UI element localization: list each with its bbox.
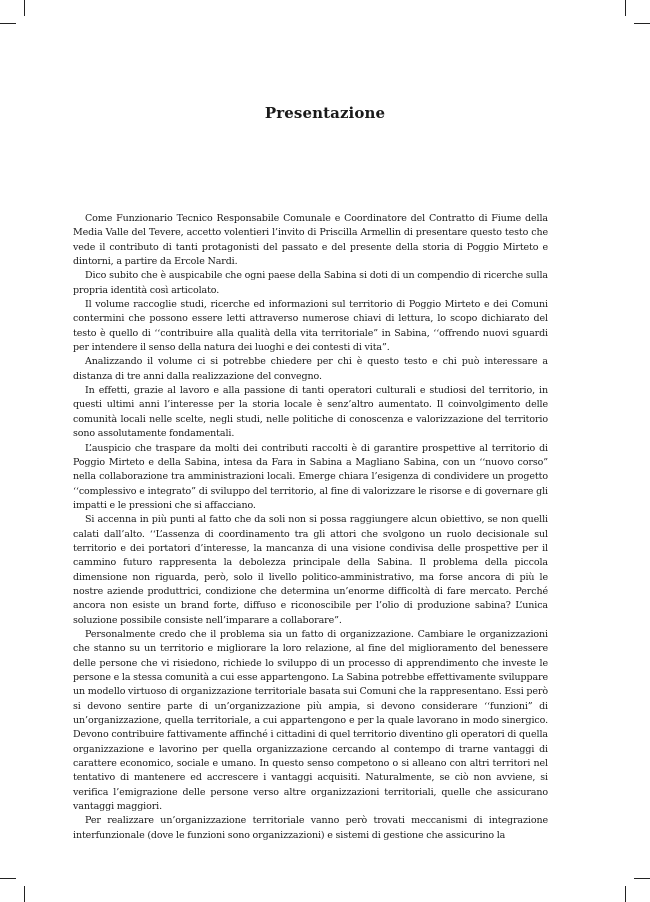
paragraph: Il volume raccoglie studi, ricerche ed informazioni sul territorio di Poggio Mirteto e dei Comuni contermini che possono essere letti attraverso numerose chiavi di lettura, lo scopo dichiarato del testo è quello di ‘‘contribuire alla qualità della vita territoriale” in Sabina, ‘‘offrendo nuovi sguardi per intendere il senso della natura dei luoghi e dei contesti di vita”. [73, 299, 548, 354]
crop-mark [625, 0, 626, 16]
crop-mark [634, 23, 650, 24]
paragraph: Per realizzare un’organizzazione territoriale vanno però trovati meccanismi di integrazione interfunzionale (dove le funzioni sono organizzazioni) e sistemi di gestione che assicurino la [73, 815, 548, 841]
crop-mark [0, 878, 16, 879]
crop-mark [625, 886, 626, 902]
crop-mark [634, 878, 650, 879]
paragraph: L’auspicio che traspare da molti dei contributi raccolti è di garantire prospettive al territorio di Poggio Mirteto e della Sabina, intesa da Fara in Sabina a Magliano Sabina, con un ‘‘nuovo corso” nella collaborazione tra amministrazioni locali. Emerge chiara l’esigenza di condividere un progetto ‘‘complessivo e integrato” di sviluppo del territorio, al fine di valorizzare le risorse e di governare gli impatti e le pressioni che si affacciano. [73, 442, 548, 511]
paragraph: Analizzando il volume ci si potrebbe chiedere per chi è questo testo e chi può interessare a distanza di tre anni dalla realizzazione del convegno. [73, 356, 548, 382]
crop-mark [0, 23, 16, 24]
page-title: Presentazione [264, 104, 386, 122]
paragraph: Come Funzionario Tecnico Responsabile Comunale e Coordinatore del Contratto di Fiume della Media Valle del Tevere, accetto volentieri l’invito di Priscilla Armellin di presentare questo testo che vede il contributo di tanti protagonisti del passato e del presente della storia di Poggio Mirteto e dintorni, a partire da Ercole Nardi. [73, 213, 548, 268]
body-text [73, 212, 548, 843]
paragraph: Personalmente credo che il problema sia un fatto di organizzazione. Cambiare le organizzazioni che stanno su un territorio e migliorare la loro relazione, al fine del miglioramento del benessere delle persone che vi risiedono, richiede lo sviluppo di un processo di apprendimento che investe le persone e la stessa comunità a cui esse appartengono. La Sabina potrebbe effettivamente sviluppare un modello virtuoso di organizzazione territoriale basata sui Comuni che la rappresentano. Essi però si devono sentire parte di un’organizzazione più ampia, si devono considerare ‘‘funzioni” di un’organizzazione, quella territoriale, a cui appartengono e per la quale lavorano in modo sinergico. Devono contribuire fattivamente affinché i cittadini di quel territorio diventino gli operatori di quella organizzazione e lavorino per quella organizzazione cercando al contempo di trarne vantaggi di carattere economico, sociale e umano. In questo senso competono o si alleano con altri territori nel tentativo di mantenere ed accrescere i vantaggi acquisiti. Naturalmente, se ciò non avviene, si verifica l’emigrazione delle persone verso altre organizzazioni territoriali, quelle che assicurano vantaggi maggiori. [73, 628, 548, 813]
paragraph: In effetti, grazie al lavoro e alla passione di tanti operatori culturali e studiosi del territorio, in questi ultimi anni l’interesse per la storia locale è senz’altro aumentato. Il coinvolgimento delle comunità locali nelle scelte, negli studi, nelle politiche di conoscenza e valorizzazione del territorio sono assolutamente fondamentali. [73, 385, 548, 440]
crop-mark [24, 0, 25, 16]
paragraph: Si accenna in più punti al fatto che da soli non si possa raggiungere alcun obiettivo, se non quelli calati dall’alto. ‘‘L’assenza di coordinamento tra gli attori che svolgono un ruolo decisionale sul territorio e dei portatori d’interesse, la mancanza di una visione condivisa delle prospettive per il cammino futuro rappresenta la debolezza principale della Sabina. Il problema della piccola dimensione non riguarda, però, solo il livello politico-amministrativo, ma forse ancora di più le nostre aziende produttrici, condizione che determina un’enorme difficoltà di fare mercato. Perché ancora non esiste un brand forte, diffuso e riconoscibile per l’olio di produzione sabina? L’unica soluzione possibile consiste nell’imparare a collaborare”. [73, 514, 548, 626]
paragraph: Dico subito che è auspicabile che ogni paese della Sabina si doti di un compendio di ricerche sulla propria identità così articolato. [73, 270, 548, 296]
crop-mark [24, 886, 25, 902]
